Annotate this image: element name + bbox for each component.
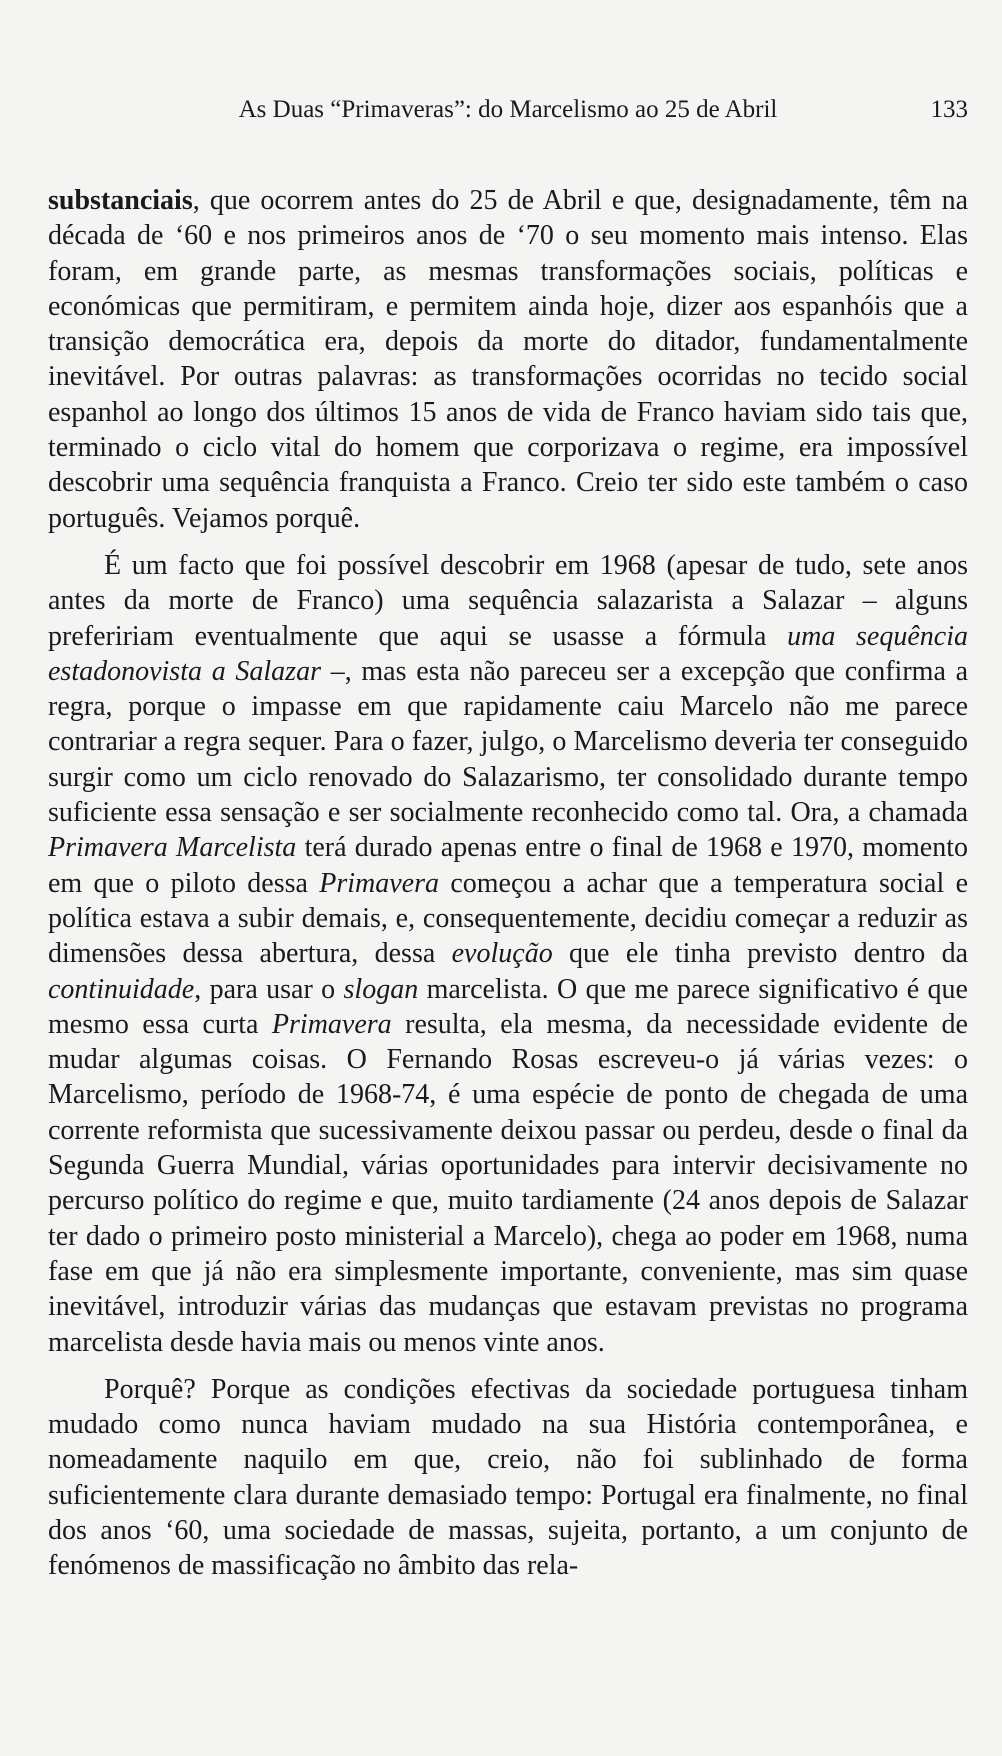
text-segment: É um facto que foi possível descobrir em 1968 (apesar de tudo, sete anos antes da morte de Franco) uma sequência salazarista a Salazar – alguns prefeririam eventualmente que aqui se usasse a fórmula	[48, 549, 968, 652]
italic-phrase: slogan	[343, 973, 419, 1005]
paragraph-text: Porquê? Porque as condições efectivas da sociedade portuguesa tinham mudado como nunca haviam mudado na sua História contemporânea, e nomeadamente naquilo em que, creio, não foi sublinhado de forma suficientemente clara durante demasiado tempo: Portugal era finalmente, no final dos anos ‘60, uma sociedade de massas, sujeita, portanto, a um conjunto de fenómenos de massificação no âmbito das rela-	[48, 1373, 968, 1582]
italic-phrase: continuidade	[48, 973, 195, 1005]
text-segment: terá durado apenas entre o final de 1968 e 1970, momento em que o piloto dessa	[48, 832, 968, 899]
book-page	[48, 80, 968, 1720]
page-number: 133	[930, 96, 968, 123]
text-segment: , para usar o	[194, 973, 344, 1005]
text-segment: resulta, ela mesma, da necessidade evidente de mudar algumas coisas. O Fernando Rosas escreveu-o já várias vezes: o Marcelismo, período de 1968-74, é uma espécie de ponto de chegada de uma corrente reformista que sucessivamente deixou passar ou perdeu, desde o final da Segunda Guerra Mundial, várias oportunidades para intervir decisivamente no percurso político do regime e que, muito tardiamente (24 anos depois de Salazar ter dado o primeiro posto ministerial a Marcelo), chega ao poder em 1968, numa fase em que já não era simplesmente importante, conveniente, mas sim quase inevitável, introduzir várias das mudanças que estavam previstas no programa marcelista desde havia mais ou menos vinte anos.	[48, 1008, 968, 1358]
text-segment: começou a achar que a temperatura social e política estava a subir demais, e, consequentemente, decidiu começar a reduzir as dimensões dessa abertura, dessa	[48, 867, 969, 970]
paragraph	[48, 548, 968, 1360]
italic-phrase: Primavera	[319, 867, 440, 899]
body-text	[48, 183, 968, 1584]
italic-phrase: Primavera	[271, 1008, 392, 1040]
italic-phrase: evolução	[451, 938, 553, 970]
bold-lead-word: substanciais	[48, 185, 193, 216]
paragraph-text: , que ocorrem antes do 25 de Abril e que, designadamente, têm na década de ‘60 e nos primeiros anos de ‘70 o seu momento mais intenso. Elas foram, em grande parte, as mesmas transformações sociais, políticas e económicas que permitiram, e permitem ainda hoje, dizer aos espanhóis que a transição democrática era, depois da morte do ditador, fundamentalmente inevitável. Por outras palavras: as transformações ocorridas no tecido social espanhol ao longo dos últimos 15 anos de vida de Franco haviam sido tais que, terminado o ciclo vital do homem que corporizava o regime, era impossível descobrir uma sequência franquista a Franco. Creio ter sido este também o caso português. Vejamos porquê.	[48, 185, 968, 534]
running-title: As Duas “Primaveras”: do Marcelismo ao 25 de Abril	[238, 96, 778, 123]
running-header	[48, 90, 968, 130]
italic-phrase: uma sequência estadonovista a Salazar	[48, 620, 968, 687]
text-segment: –, mas esta não pareceu ser a excepção que confirma a regra, porque o impasse em que rapidamente caiu Marcelo não me parece contrariar a regra sequer. Para o fazer, julgo, o Marcelismo deveria ter conseguido surgir como um ciclo renovado do Salazarismo, ter consolidado durante tempo suficiente essa sensação e ser socialmente reconhecido como tal. Ora, a chamada	[48, 655, 969, 829]
italic-phrase: Primavera Marcelista	[48, 832, 297, 864]
paragraph	[48, 183, 968, 536]
paragraph	[48, 1372, 968, 1584]
text-segment: marcelista. O que me parece significativo é que mesmo essa curta	[48, 973, 968, 1040]
text-segment: que ele tinha previsto dentro da	[552, 938, 969, 970]
